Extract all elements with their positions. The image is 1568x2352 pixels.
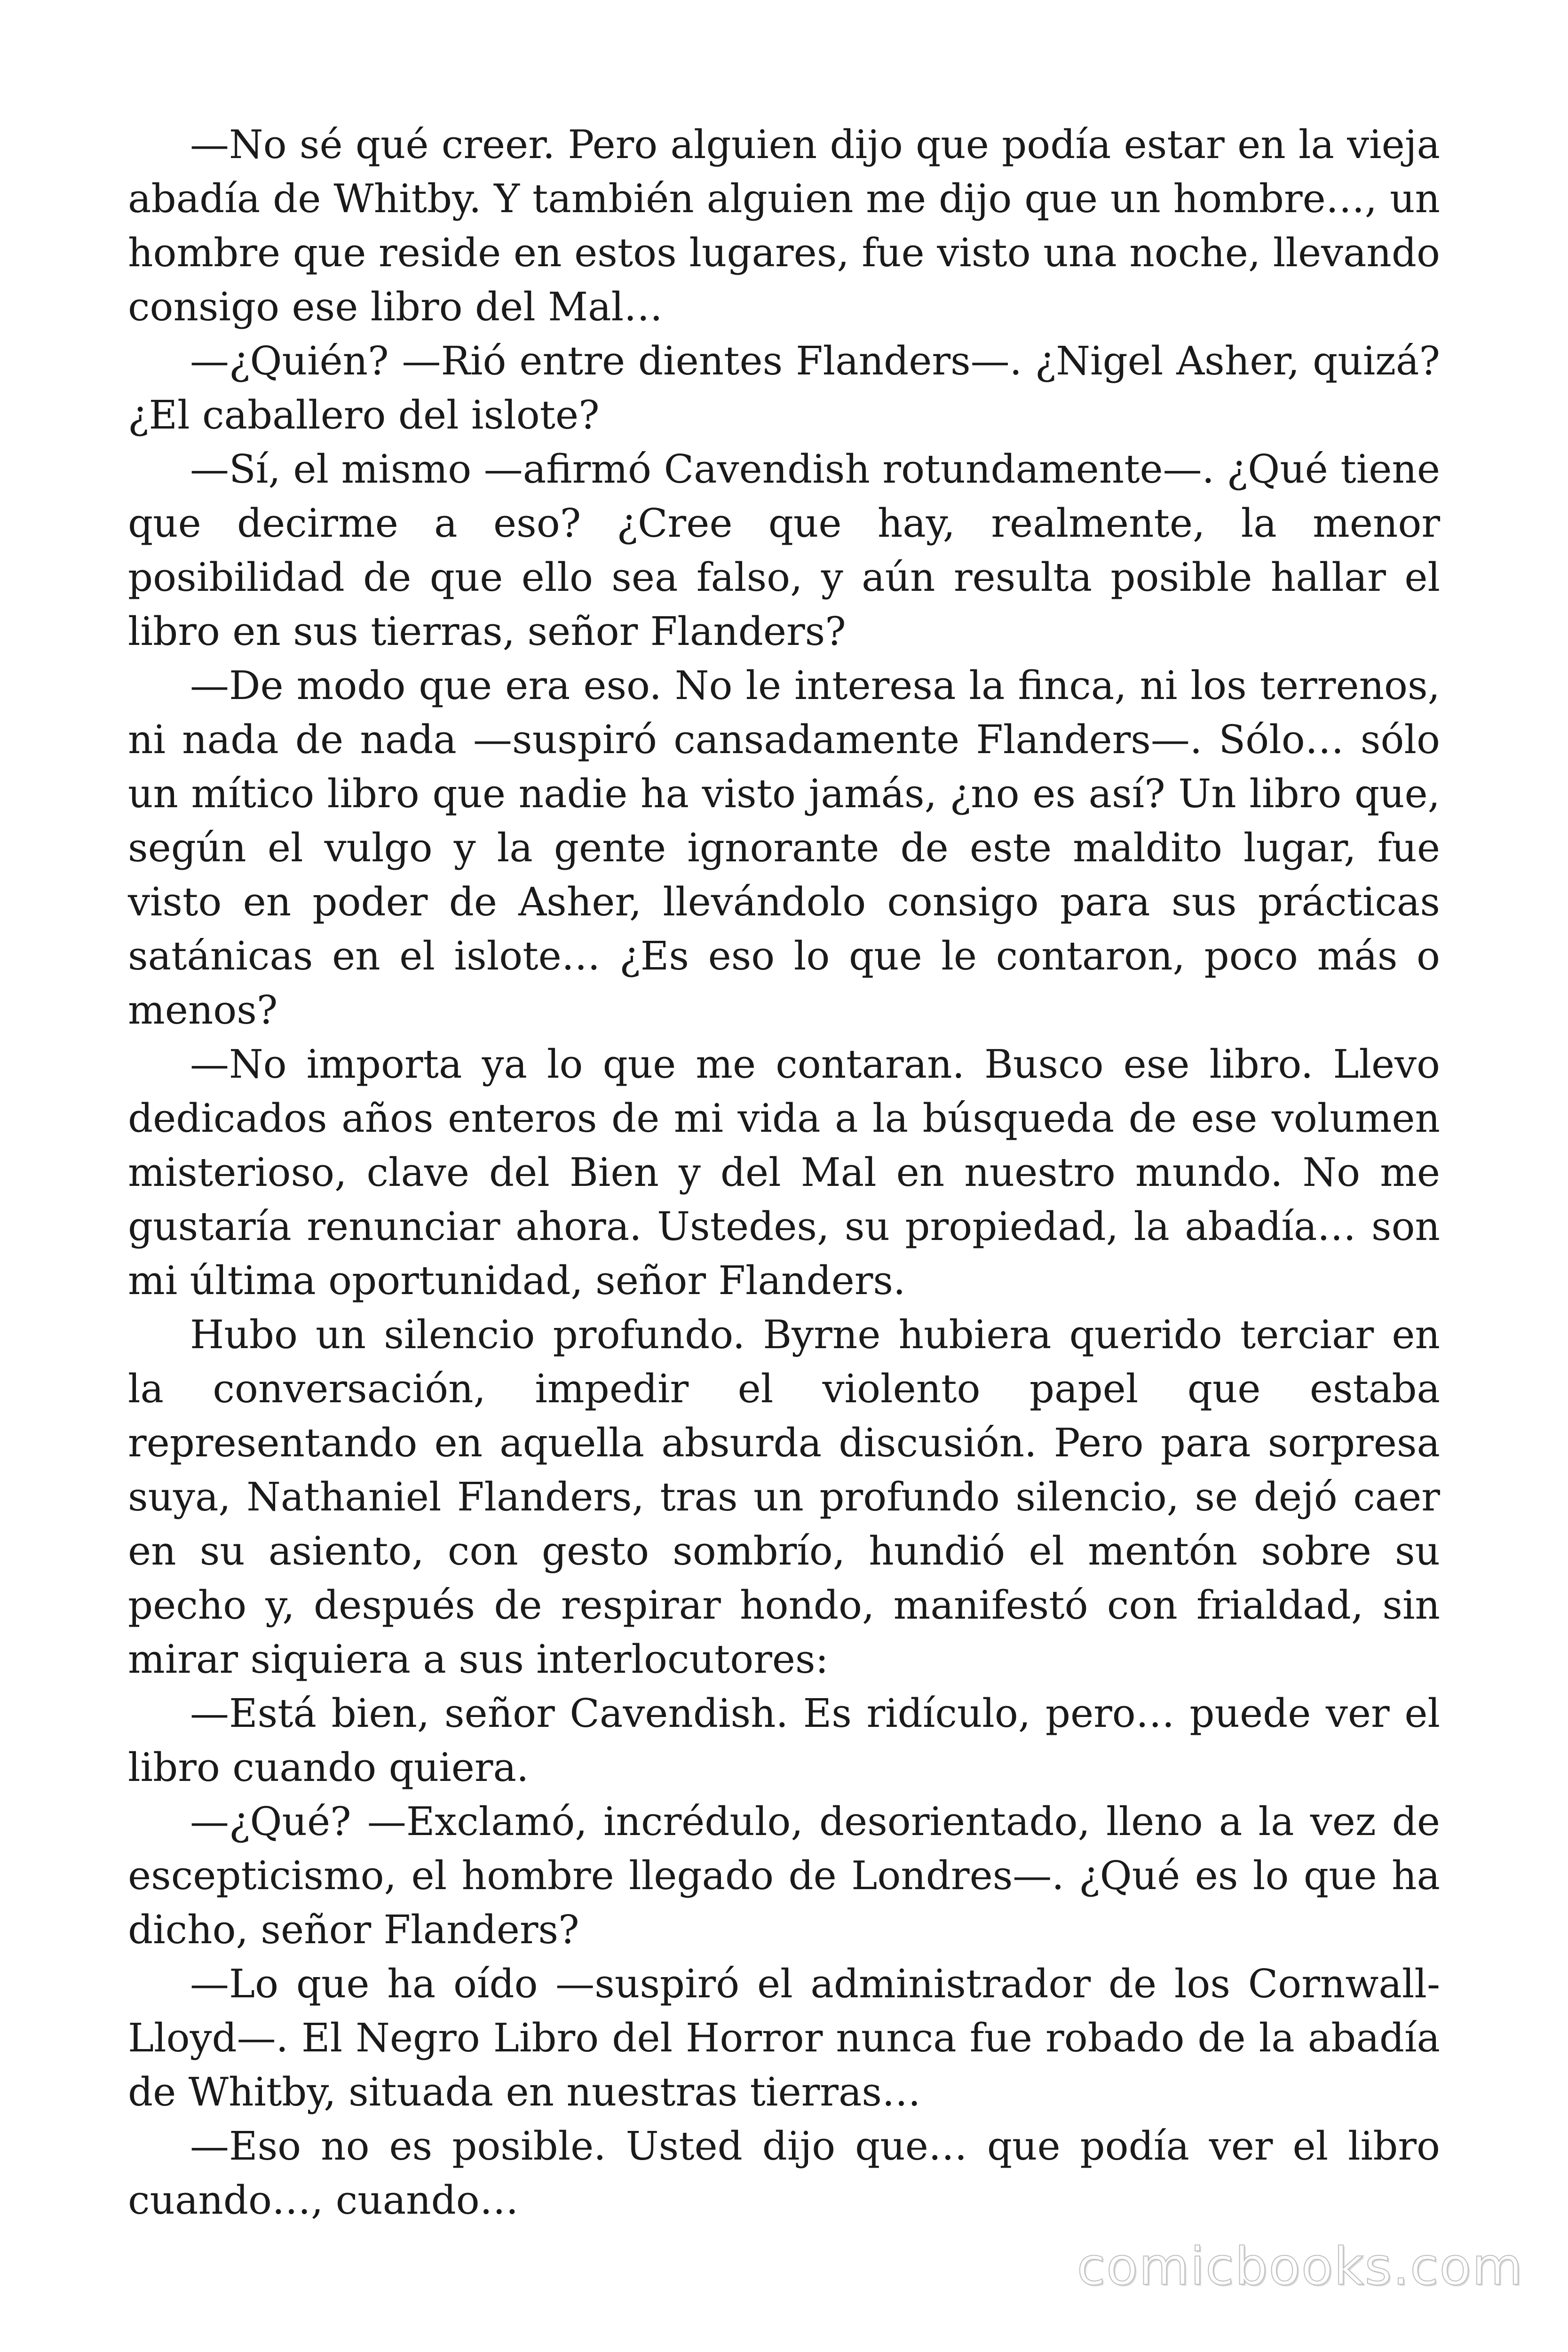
paragraph-8: —¿Qué? —Exclamó, incrédulo, desorientado, lleno a la vez de escepticismo, el hombre llegado de Londres—. ¿Qué es lo que ha dicho, señor Flanders? bbox=[128, 1799, 1440, 1953]
paragraph-7: —Está bien, señor Cavendish. Es ridículo, pero… puede ver el libro cuando quiera. bbox=[128, 1691, 1440, 1790]
paragraph-4: —De modo que era eso. No le interesa la finca, ni los terrenos, ni nada de nada —suspiró cansadamente Flanders—. Sólo… sólo un mítico libro que nadie ha visto jamás, ¿no es así? Un libro que, según el vulgo y la gente ignorante de este maldito lugar, fue visto en poder de Asher, llevándolo consigo para sus prácticas satánicas en el islote… ¿Es eso lo que le contaron, poco más o menos? bbox=[128, 663, 1440, 1033]
watermark: comicbooks.com bbox=[1077, 2236, 1523, 2296]
paragraph-6: Hubo un silencio profundo. Byrne hubiera querido terciar en la conversación, impedir el violento papel que estaba representando en aquella absurda discusión. Pero para sorpresa suya, Nathaniel Flanders, tras un profundo silencio, se dejó caer en su asiento, con gesto sombrío, hundió el mentón sobre su pecho y, después de respirar hondo, manifestó con frialdad, sin mirar siquiera a sus interlocutores: bbox=[128, 1312, 1440, 1682]
paragraph-3: —Sí, el mismo —afirmó Cavendish rotundamente—. ¿Qué tiene que decirme a eso? ¿Cree que hay, realmente, la menor posibilidad de que ello sea falso, y aún resulta posible hallar el libro en sus tierras, señor Flanders? bbox=[128, 446, 1440, 654]
paragraph-10: —Eso no es posible. Usted dijo que… que podía ver el libro cuando…, cuando… bbox=[128, 2123, 1440, 2223]
body-text bbox=[128, 118, 1440, 2227]
paragraph-9: —Lo que ha oído —suspiró el administrador de los Cornwall-Lloyd—. El Negro Libro del Horror nunca fue robado de la abadía de Whitby, situada en nuestras tierras… bbox=[128, 1961, 1440, 2115]
paragraph-2: —¿Quién? —Rió entre dientes Flanders—. ¿Nigel Asher, quizá? ¿El caballero del islote? bbox=[128, 338, 1440, 438]
paragraph-5: —No importa ya lo que me contaran. Busco ese libro. Llevo dedicados años enteros de mi vida a la búsqueda de ese volumen misterioso, clave del Bien y del Mal en nuestro mundo. No me gustaría renunciar ahora. Ustedes, su propiedad, la abadía… son mi última oportunidad, señor Flanders. bbox=[128, 1041, 1440, 1303]
paragraph-1: —No sé qué creer. Pero alguien dijo que podía estar en la vieja abadía de Whitby. Y también alguien me dijo que un hombre…, un hombre que reside en estos lugares, fue visto una noche, llevando consigo ese libro del Mal… bbox=[128, 122, 1440, 330]
